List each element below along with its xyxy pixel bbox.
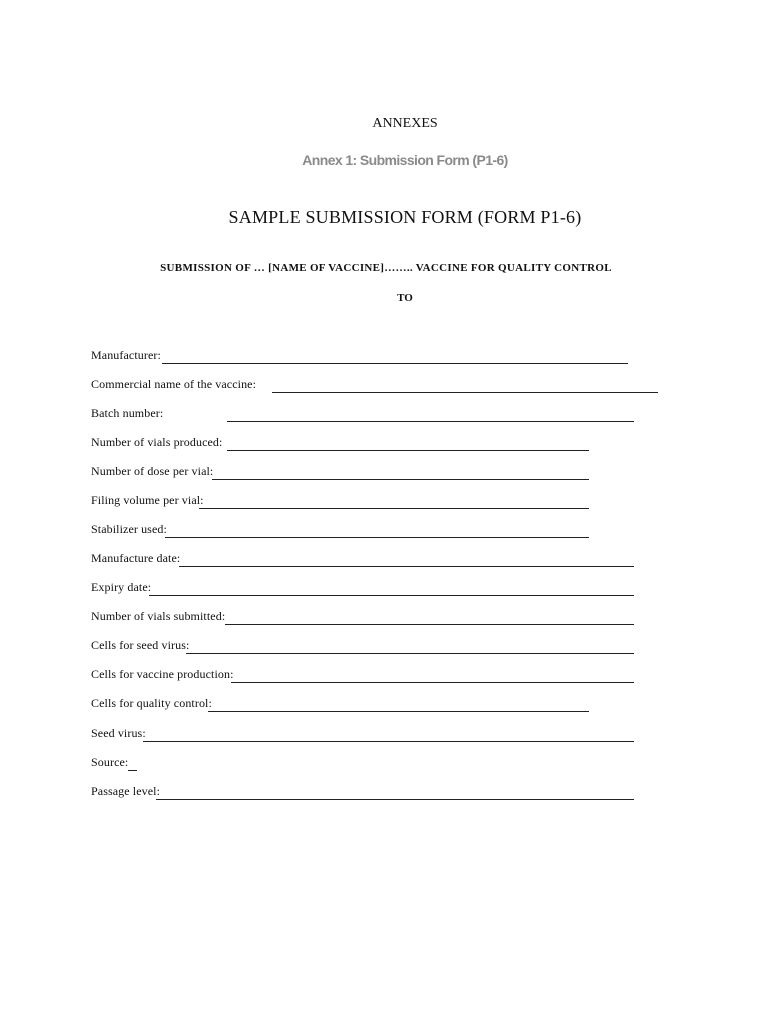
seed-virus-input[interactable] [143,741,634,742]
field-passage-level [91,785,636,801]
batch-number-input[interactable] [227,421,634,422]
field-label: Number of vials submitted: [91,609,226,623]
manufacture-date-input[interactable] [179,566,634,567]
dose-per-vial-input[interactable] [212,479,589,480]
stabilizer-input[interactable] [165,537,589,538]
field-label: Expiry date: [91,580,152,594]
field-cells-vaccine-production [91,668,636,684]
cells-vaccine-production-input[interactable] [231,682,634,683]
filing-volume-input[interactable] [199,508,589,509]
field-cells-quality-control [91,697,591,713]
field-dose-per-vial [91,465,591,481]
field-source [91,756,151,772]
field-expiry-date [91,581,636,597]
cells-quality-control-input[interactable] [208,711,589,712]
cells-seed-virus-input[interactable] [186,653,634,654]
form-title: SAMPLE SUBMISSION FORM (FORM P1-6) [228,207,582,227]
field-label: Manufacturer: [91,348,161,362]
field-label: Seed virus: [91,726,146,740]
field-vials-submitted [91,610,636,626]
passage-level-input[interactable] [156,799,634,800]
to-line: TO [397,292,413,304]
field-label: Stabilizer used: [91,522,167,536]
field-manufacturer [91,349,631,365]
annex-subtitle: Annex 1: Submission Form (P1-6) [302,152,508,168]
expiry-date-input[interactable] [149,595,634,596]
annexes-heading: ANNEXES [372,116,438,131]
field-label: Passage level: [91,784,161,798]
field-commercial-name [91,378,661,394]
manufacturer-input[interactable] [162,363,628,364]
field-stabilizer [91,523,591,539]
field-label: Cells for quality control: [91,696,212,710]
field-filing-volume [91,494,591,510]
field-label: Manufacture date: [91,551,181,565]
field-label: Filing volume per vial: [91,493,204,507]
field-cells-seed-virus [91,639,636,655]
field-label: Source: [91,755,129,769]
field-label: Cells for seed virus: [91,638,190,652]
submission-of-line: SUBMISSION OF … [NAME OF VACCINE]…….. VACCINE FOR QUALITY CONTROL [160,262,612,274]
field-batch-number [91,407,636,423]
field-vials-produced [91,436,591,452]
field-label: Batch number: [91,406,164,420]
commercial-name-input[interactable] [272,392,658,393]
source-input[interactable] [128,770,137,771]
field-manufacture-date [91,552,636,568]
field-seed-virus [91,727,636,743]
field-label: Commercial name of the vaccine: [91,377,257,391]
vials-submitted-input[interactable] [225,624,634,625]
field-label: Number of dose per vial: [91,464,214,478]
vials-produced-input[interactable] [227,450,589,451]
field-label: Cells for vaccine production: [91,667,234,681]
field-label: Number of vials produced: [91,435,223,449]
